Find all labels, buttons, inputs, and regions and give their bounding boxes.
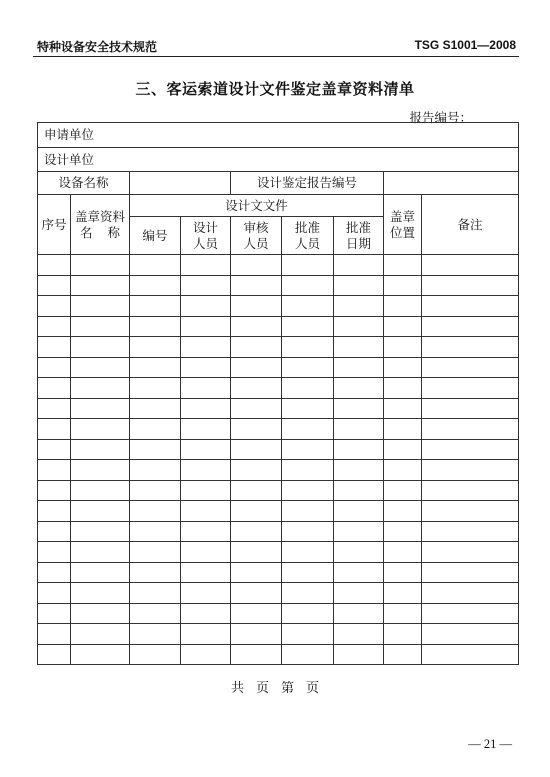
blank-cell[interactable]	[422, 603, 519, 624]
blank-cell[interactable]	[422, 378, 519, 399]
blank-cell[interactable]	[181, 419, 231, 440]
blank-cell[interactable]	[282, 378, 334, 399]
footer-page2: 页	[306, 681, 320, 696]
blank-cell[interactable]	[181, 542, 231, 563]
blank-cell[interactable]	[422, 501, 519, 522]
approve-date-line2: 日期	[345, 235, 371, 251]
blank-cell[interactable]	[181, 275, 231, 296]
blank-cell[interactable]	[334, 603, 384, 624]
blank-cell[interactable]	[181, 501, 231, 522]
blank-cell[interactable]	[422, 255, 519, 276]
blank-cell[interactable]	[181, 296, 231, 317]
blank-cell[interactable]	[334, 501, 384, 522]
designer-line2: 人员	[192, 235, 218, 251]
blank-cell[interactable]	[384, 316, 422, 337]
blank-cell[interactable]	[130, 460, 181, 481]
blank-cell[interactable]	[181, 521, 231, 542]
blank-cell[interactable]	[130, 398, 181, 419]
blank-cell[interactable]	[384, 644, 422, 665]
table-row	[38, 562, 519, 583]
blank-cell[interactable]	[384, 255, 422, 276]
blank-cell[interactable]	[334, 562, 384, 583]
blank-cell[interactable]	[334, 583, 384, 604]
blank-cell[interactable]	[71, 357, 130, 378]
approver-line1: 批准	[294, 219, 320, 235]
col-designer-header	[181, 217, 231, 255]
blank-cell[interactable]	[71, 480, 130, 501]
blank-cell[interactable]	[282, 316, 334, 337]
blank-cell[interactable]	[38, 480, 71, 501]
blank-cell[interactable]	[181, 644, 231, 665]
blank-cell[interactable]	[422, 583, 519, 604]
running-header-left: 特种设备安全技术规范	[37, 40, 158, 54]
blank-cell[interactable]	[38, 316, 71, 337]
blank-cell[interactable]	[282, 255, 334, 276]
blank-cell[interactable]	[334, 296, 384, 317]
appraisal-report-no-field[interactable]	[384, 172, 519, 195]
blank-cell[interactable]	[334, 480, 384, 501]
blank-cell[interactable]	[334, 357, 384, 378]
blank-cell[interactable]	[282, 644, 334, 665]
footer-total: 共	[230, 681, 244, 696]
blank-cell[interactable]	[130, 501, 181, 522]
blank-cell[interactable]	[181, 337, 231, 358]
blank-cell[interactable]	[130, 296, 181, 317]
report-number-label: 报告编号：	[409, 110, 472, 125]
blank-cell[interactable]	[422, 542, 519, 563]
page-title: 三、客运索道设计文件鉴定盖章资料清单	[135, 80, 415, 98]
blank-cell[interactable]	[231, 460, 282, 481]
blank-cell[interactable]	[71, 562, 130, 583]
blank-cell[interactable]	[384, 501, 422, 522]
blank-cell[interactable]	[181, 460, 231, 481]
blank-cell[interactable]	[422, 562, 519, 583]
appraisal-report-no-label: 设计鉴定报告编号	[231, 172, 384, 195]
table-row	[38, 603, 519, 624]
blank-cell[interactable]	[130, 378, 181, 399]
blank-cell[interactable]	[384, 562, 422, 583]
blank-cell[interactable]	[422, 398, 519, 419]
doc-name-char-a: 名	[79, 224, 98, 240]
footer-number: 第	[281, 681, 295, 696]
table-row	[38, 644, 519, 665]
blank-cell[interactable]	[38, 521, 71, 542]
blank-cell[interactable]	[38, 275, 71, 296]
table-row	[38, 583, 519, 604]
blank-cell[interactable]	[384, 296, 422, 317]
blank-cell[interactable]	[71, 624, 130, 645]
blank-rows	[38, 255, 519, 665]
col-remarks-header: 备注	[422, 195, 519, 255]
blank-cell[interactable]	[38, 644, 71, 665]
blank-cell[interactable]	[384, 439, 422, 460]
blank-cell[interactable]	[282, 542, 334, 563]
blank-cell[interactable]	[181, 624, 231, 645]
table-row	[38, 255, 519, 276]
blank-cell[interactable]	[334, 419, 384, 440]
table-row	[38, 460, 519, 481]
blank-cell[interactable]	[181, 562, 231, 583]
blank-cell[interactable]	[181, 357, 231, 378]
blank-cell[interactable]	[231, 316, 282, 337]
blank-cell[interactable]	[231, 337, 282, 358]
blank-cell[interactable]	[231, 398, 282, 419]
blank-cell[interactable]	[334, 521, 384, 542]
blank-cell[interactable]	[384, 542, 422, 563]
blank-cell[interactable]	[282, 583, 334, 604]
blank-cell[interactable]	[181, 603, 231, 624]
blank-cell[interactable]	[71, 644, 130, 665]
col-approve-date-header	[334, 217, 384, 255]
reviewer-line2: 人员	[243, 235, 269, 251]
blank-cell[interactable]	[71, 296, 130, 317]
blank-cell[interactable]	[422, 357, 519, 378]
blank-cell[interactable]	[38, 624, 71, 645]
blank-cell[interactable]	[181, 480, 231, 501]
blank-cell[interactable]	[38, 501, 71, 522]
blank-cell[interactable]	[231, 480, 282, 501]
blank-cell[interactable]	[334, 439, 384, 460]
blank-cell[interactable]	[231, 275, 282, 296]
stamp-line2: 位置	[389, 224, 415, 240]
blank-cell[interactable]	[71, 378, 130, 399]
blank-cell[interactable]	[38, 542, 71, 563]
footer-page1: 页	[255, 681, 269, 696]
blank-cell[interactable]	[384, 419, 422, 440]
table-row	[38, 439, 519, 460]
blank-cell[interactable]	[334, 460, 384, 481]
table-row	[38, 398, 519, 419]
table-row	[38, 480, 519, 501]
blank-cell[interactable]	[231, 255, 282, 276]
blank-cell[interactable]	[231, 296, 282, 317]
applicant-label: 申请单位	[44, 127, 95, 143]
applicant-row[interactable]	[38, 123, 519, 148]
blank-cell[interactable]	[334, 255, 384, 276]
blank-cell[interactable]	[231, 378, 282, 399]
blank-cell[interactable]	[231, 583, 282, 604]
blank-cell[interactable]	[282, 398, 334, 419]
blank-cell[interactable]	[384, 398, 422, 419]
blank-cell[interactable]	[181, 398, 231, 419]
blank-cell[interactable]	[130, 583, 181, 604]
blank-cell[interactable]	[38, 398, 71, 419]
table-row	[38, 521, 519, 542]
blank-cell[interactable]	[384, 583, 422, 604]
blank-cell[interactable]	[422, 521, 519, 542]
stamp-line1: 盖章	[389, 208, 415, 224]
table-row	[38, 501, 519, 522]
blank-cell[interactable]	[181, 378, 231, 399]
header-rule	[33, 56, 519, 57]
blank-cell[interactable]	[71, 583, 130, 604]
blank-cell[interactable]	[38, 460, 71, 481]
blank-cell[interactable]	[38, 255, 71, 276]
blank-cell[interactable]	[38, 583, 71, 604]
blank-cell[interactable]	[130, 542, 181, 563]
blank-cell[interactable]	[282, 357, 334, 378]
running-header-right: TSG S1001—2008	[414, 38, 516, 52]
blank-cell[interactable]	[130, 275, 181, 296]
table-row	[38, 296, 519, 317]
blank-cell[interactable]	[282, 296, 334, 317]
page-count-line	[0, 677, 550, 696]
blank-cell[interactable]	[422, 419, 519, 440]
blank-cell[interactable]	[38, 357, 71, 378]
blank-cell[interactable]	[282, 275, 334, 296]
blank-cell[interactable]	[384, 521, 422, 542]
blank-cell[interactable]	[422, 275, 519, 296]
doc-name-char-b: 称	[107, 224, 120, 240]
blank-cell[interactable]	[384, 603, 422, 624]
blank-cell[interactable]	[71, 521, 130, 542]
blank-cell[interactable]	[422, 480, 519, 501]
blank-cell[interactable]	[181, 583, 231, 604]
blank-cell[interactable]	[422, 337, 519, 358]
designer-row[interactable]	[38, 148, 519, 172]
blank-cell[interactable]	[282, 562, 334, 583]
doc-name-line1: 盖章资料	[74, 208, 125, 224]
blank-cell[interactable]	[130, 480, 181, 501]
blank-cell[interactable]	[38, 439, 71, 460]
blank-cell[interactable]	[282, 419, 334, 440]
blank-cell[interactable]	[282, 439, 334, 460]
blank-cell[interactable]	[71, 439, 130, 460]
blank-cell[interactable]	[282, 501, 334, 522]
blank-cell[interactable]	[130, 337, 181, 358]
blank-cell[interactable]	[422, 644, 519, 665]
blank-cell[interactable]	[38, 296, 71, 317]
blank-cell[interactable]	[71, 460, 130, 481]
blank-cell[interactable]	[422, 296, 519, 317]
blank-cell[interactable]	[38, 419, 71, 440]
table-row	[38, 316, 519, 337]
blank-cell[interactable]	[384, 357, 422, 378]
blank-cell[interactable]	[282, 460, 334, 481]
blank-cell[interactable]	[231, 357, 282, 378]
blank-cell[interactable]	[38, 603, 71, 624]
blank-cell[interactable]	[334, 624, 384, 645]
col-approver-header	[282, 217, 334, 255]
blank-cell[interactable]	[422, 439, 519, 460]
blank-cell[interactable]	[384, 480, 422, 501]
blank-cell[interactable]	[231, 542, 282, 563]
blank-cell[interactable]	[334, 316, 384, 337]
designer-line1: 设计	[192, 219, 218, 235]
blank-cell[interactable]	[130, 603, 181, 624]
blank-cell[interactable]	[181, 439, 231, 460]
blank-cell[interactable]	[71, 316, 130, 337]
blank-cell[interactable]	[384, 337, 422, 358]
col-doc-name-header	[71, 195, 130, 255]
blank-cell[interactable]	[231, 439, 282, 460]
blank-cell[interactable]	[231, 562, 282, 583]
blank-cell[interactable]	[71, 603, 130, 624]
table-row	[38, 542, 519, 563]
blank-cell[interactable]	[384, 378, 422, 399]
blank-cell[interactable]	[282, 521, 334, 542]
blank-cell[interactable]	[422, 316, 519, 337]
blank-cell[interactable]	[384, 624, 422, 645]
blank-cell[interactable]	[282, 624, 334, 645]
blank-cell[interactable]	[384, 460, 422, 481]
blank-cell[interactable]	[130, 357, 181, 378]
blank-cell[interactable]	[282, 480, 334, 501]
blank-cell[interactable]	[422, 624, 519, 645]
blank-cell[interactable]	[231, 501, 282, 522]
blank-cell[interactable]	[231, 644, 282, 665]
blank-cell[interactable]	[231, 624, 282, 645]
blank-cell[interactable]	[231, 521, 282, 542]
designer-label: 设计单位	[44, 151, 95, 167]
blank-cell[interactable]	[334, 378, 384, 399]
col-design-docs-header: 设计文文件	[130, 195, 384, 217]
blank-cell[interactable]	[71, 337, 130, 358]
blank-cell[interactable]	[334, 542, 384, 563]
approve-date-line1: 批准	[345, 219, 371, 235]
blank-cell[interactable]	[130, 419, 181, 440]
table-row	[38, 378, 519, 399]
blank-cell[interactable]	[282, 337, 334, 358]
table-row	[38, 624, 519, 645]
table-row	[38, 419, 519, 440]
col-number-header: 编号	[130, 217, 181, 255]
col-reviewer-header	[231, 217, 282, 255]
blank-cell[interactable]	[130, 624, 181, 645]
blank-cell[interactable]	[282, 603, 334, 624]
reviewer-line1: 审核	[243, 219, 269, 235]
equipment-name-field[interactable]	[130, 172, 231, 195]
blank-cell[interactable]	[384, 275, 422, 296]
stamp-document-list-table	[37, 122, 519, 665]
blank-cell[interactable]	[71, 419, 130, 440]
blank-cell[interactable]	[38, 337, 71, 358]
table-row	[38, 357, 519, 378]
col-stamp-position-header	[384, 195, 422, 255]
blank-cell[interactable]	[71, 398, 130, 419]
blank-cell[interactable]	[71, 542, 130, 563]
approver-line2: 人员	[294, 235, 320, 251]
blank-cell[interactable]	[231, 603, 282, 624]
blank-cell[interactable]	[181, 255, 231, 276]
blank-cell[interactable]	[130, 316, 181, 337]
blank-cell[interactable]	[38, 378, 71, 399]
table-row	[38, 337, 519, 358]
blank-cell[interactable]	[71, 255, 130, 276]
blank-cell[interactable]	[334, 398, 384, 419]
table-row	[38, 275, 519, 296]
blank-cell[interactable]	[130, 439, 181, 460]
page-number: — 21 —	[468, 737, 512, 751]
blank-cell[interactable]	[231, 419, 282, 440]
blank-cell[interactable]	[130, 255, 181, 276]
blank-cell[interactable]	[130, 644, 181, 665]
blank-cell[interactable]	[71, 275, 130, 296]
blank-cell[interactable]	[71, 501, 130, 522]
col-seq-header: 序号	[38, 195, 71, 255]
blank-cell[interactable]	[181, 316, 231, 337]
blank-cell[interactable]	[334, 275, 384, 296]
blank-cell[interactable]	[130, 562, 181, 583]
blank-cell[interactable]	[130, 521, 181, 542]
blank-cell[interactable]	[38, 562, 71, 583]
equipment-name-label: 设备名称	[38, 172, 130, 195]
blank-cell[interactable]	[422, 460, 519, 481]
blank-cell[interactable]	[334, 337, 384, 358]
blank-cell[interactable]	[334, 644, 384, 665]
